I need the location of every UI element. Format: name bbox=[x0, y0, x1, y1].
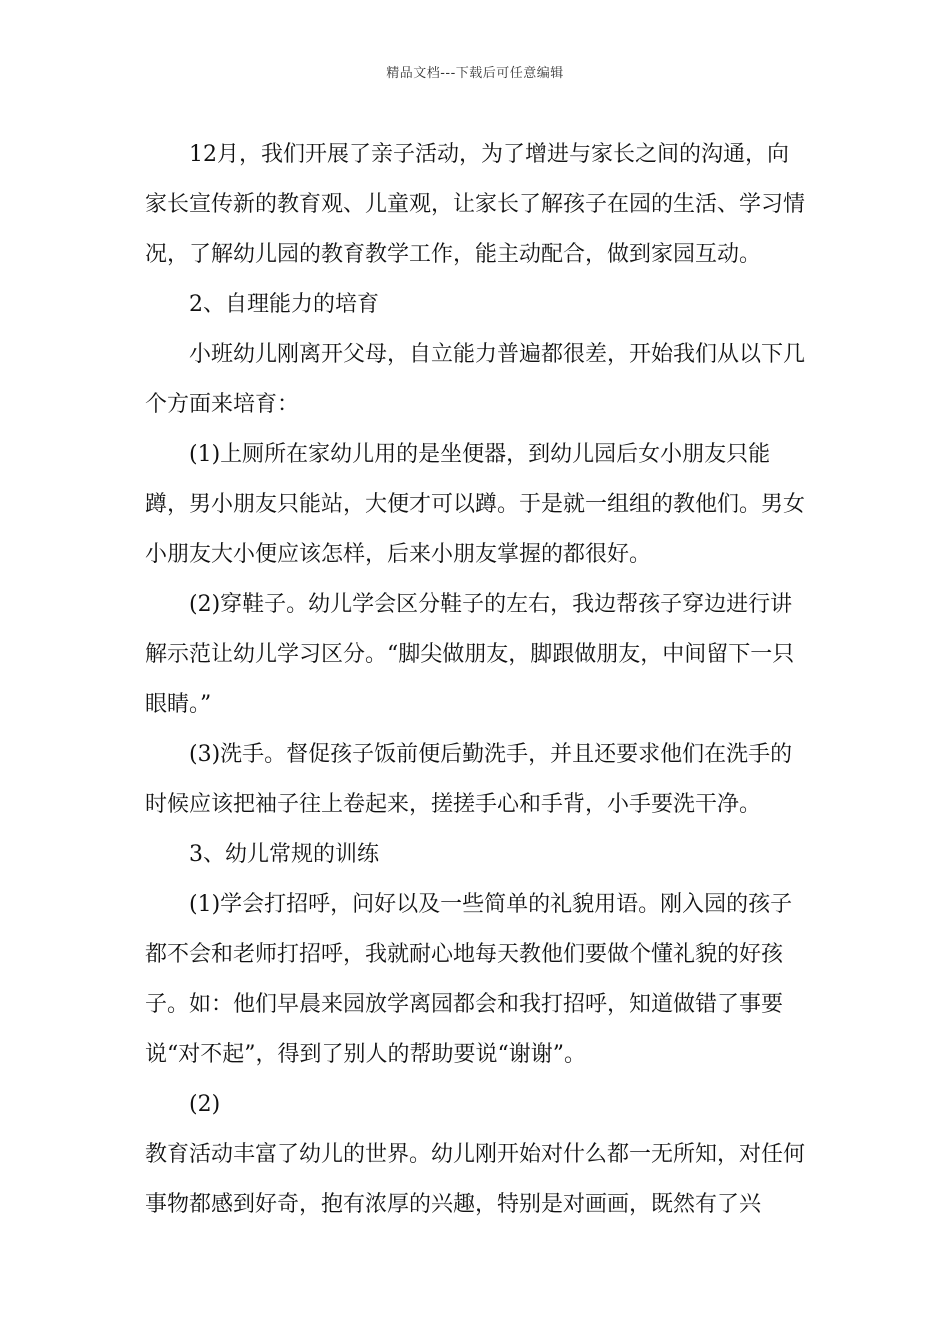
section-heading-self-care: 2、自理能力的培育 bbox=[189, 292, 379, 317]
paragraph-parent-child-activity: 12月，我们开展了亲子活动，为了增进与家长之间的沟通，向家长宣传新的教育观、儿童观，让家长了解孩子在园的生活、学习情况，了解幼儿园的教育教学工作，能主动配合，做到家园互动。 bbox=[145, 142, 806, 267]
document-body bbox=[145, 130, 810, 1230]
paragraph-wearing-shoes: (2)穿鞋子。幼儿学会区分鞋子的左右，我边帮孩子穿边进行讲解示范让幼儿学习区分。“脚尖做朋友，脚跟做朋友，中间留下一只眼睛。” bbox=[145, 592, 795, 717]
paragraph-item-2-label: (2) bbox=[189, 1092, 221, 1117]
page-header: 精品文档---下载后可任意编辑 bbox=[386, 66, 564, 81]
paragraph-greetings: (1)学会打招呼，问好以及一些简单的礼貌用语。刚入园的孩子都不会和老师打招呼，我就耐心地每天教他们要做个懂礼貌的好孩子。如：他们早晨来园放学离园都会和我打招呼，知道做错了事要说“对不起”，得到了别人的帮助要说“谢谢”。 bbox=[145, 892, 793, 1067]
paragraph-hand-washing: (3)洗手。督促孩子饭前便后勤洗手，并且还要求他们在洗手的时候应该把袖子往上卷起来，搓搓手心和手背，小手要洗干净。 bbox=[145, 742, 793, 817]
paragraph-self-care-intro: 小班幼儿刚离开父母，自立能力普遍都很差，开始我们从以下几个方面来培育： bbox=[145, 342, 806, 417]
section-heading-routine-training: 3、幼儿常规的训练 bbox=[189, 842, 379, 867]
paragraph-toilet-training: (1)上厕所在家幼儿用的是坐便器，到幼儿园后女小朋友只能蹲，男小朋友只能站，大便才可以蹲。于是就一组组的教他们。男女小朋友大小便应该怎样，后来小朋友掌握的都很好。 bbox=[145, 442, 806, 567]
paragraph-educational-activities: 教育活动丰富了幼儿的世界。幼儿刚开始对什么都一无所知，对任何事物都感到好奇，抱有浓厚的兴趣，特别是对画画，既然有了兴 bbox=[145, 1142, 806, 1217]
